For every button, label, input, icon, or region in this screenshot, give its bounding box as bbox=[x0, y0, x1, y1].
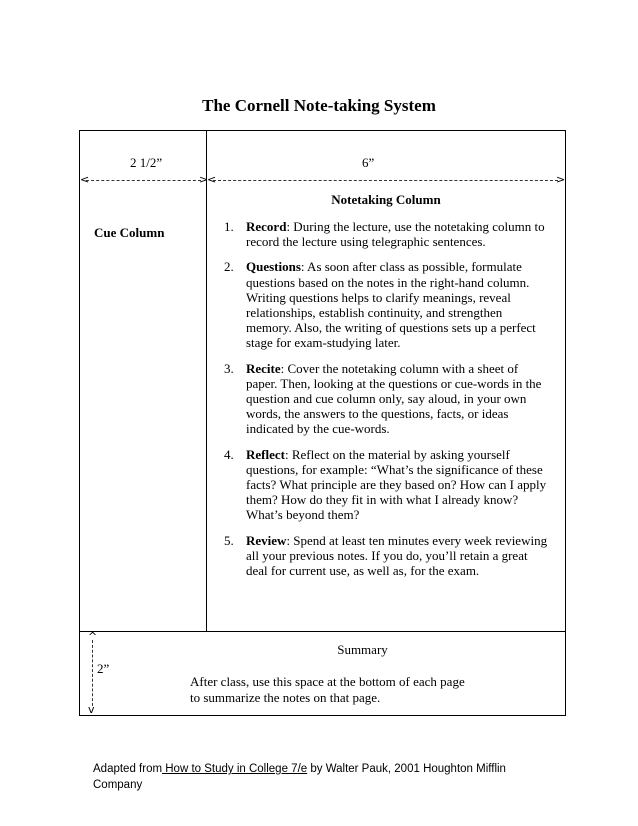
list-item: 2. Questions: As soon after class as possible, formulate questions based on the notes in the right-hand column. Writing questions helps to clarify meanings, reveal relationships, establish continuity, and strengthen memory. Also, the writing of questions sets up a perfect stage for exam-studying later. bbox=[224, 259, 536, 351]
step-term: Record bbox=[246, 219, 287, 234]
step-term: Reflect bbox=[246, 446, 285, 462]
cue-column-heading: Cue Column bbox=[94, 225, 165, 240]
step-term: Review bbox=[246, 532, 287, 548]
cue-width-label: 2 1/2” bbox=[130, 155, 163, 170]
step-text: : As soon after class as possible, formulate questions based on the notes in the right-hand column. Writing questions helps to clarify meanings, reveal relationships, establish continuity, and strengthen memory. Also, the writing of questions sets up a perfect stage for exam-studying later. bbox=[246, 259, 536, 351]
arrow-left-icon: < bbox=[207, 173, 217, 186]
summary-divider bbox=[79, 631, 566, 632]
cue-dimension-line bbox=[86, 180, 201, 181]
step-text: : Spend at least ten minutes every week reviewing all your previous notes. If you do, you’ll retain a great deal for current use, as well as, for the exam. bbox=[246, 532, 548, 579]
arrow-right-icon: > bbox=[556, 173, 566, 186]
notes-width-label: 6” bbox=[362, 155, 375, 170]
attribution-footer: Adapted from How to Study in College 7/e by Walter Pauk, 2001 Houghton Mifflin Company bbox=[93, 763, 506, 791]
arrow-left-icon: < bbox=[80, 173, 90, 186]
summary-height-label: 2” bbox=[97, 661, 110, 676]
step-term: Questions bbox=[246, 259, 301, 275]
page-title: The Cornell Note-taking System bbox=[202, 96, 436, 115]
step-term: Recite bbox=[246, 360, 281, 376]
list-item: 4. Reflect: Reflect on the material by asking yourself questions, for example: “What’s the significance of these facts? What principle are they based on? How can I apply them? How do they fit in with what I already know? What’s beyond them? bbox=[224, 446, 547, 523]
list-item: 1. Record: During the lecture, use the notetaking column to record the lecture using telegraphic sentences. bbox=[224, 219, 545, 250]
summary-heading: Summary bbox=[337, 642, 388, 657]
list-item: 5. Review: Spend at least ten minutes every week reviewing all your previous notes. If you do, you’ll retain a great deal for current use, as well as, for the exam. bbox=[224, 532, 548, 579]
summary-description: After class, use this space at the bottom of each page to summarize the notes on that page. bbox=[190, 674, 465, 705]
step-text: : During the lecture, use the notetaking column to record the lecture using telegraphic sentences. bbox=[246, 219, 545, 250]
notetaking-column-heading: Notetaking Column bbox=[331, 192, 441, 207]
arrow-right-icon: > bbox=[199, 173, 209, 186]
book-title-link[interactable]: How to Study in College 7/e bbox=[162, 763, 308, 775]
notes-dimension-line bbox=[213, 180, 558, 181]
steps-list bbox=[224, 219, 549, 588]
arrow-up-icon: ^ bbox=[88, 630, 98, 643]
step-text: : Reflect on the material by asking yourself questions, for example: “What’s the significance of these facts? What principle are they based on? How can I apply them? How do they fit in with what I already know? What’s beyond them? bbox=[246, 446, 547, 523]
arrow-down-icon: v bbox=[88, 703, 95, 716]
list-item: 3. Recite: Cover the notetaking column with a sheet of paper. Then, looking at the questions or cue-words in the question and cue column only, say aloud, in your own words, the answers to the questions, facts, or ideas indicated by the cue-words. bbox=[224, 360, 542, 437]
step-text: : Cover the notetaking column with a sheet of paper. Then, looking at the questions or cue-words in the question and cue column only, say aloud, in your own words, the answers to the questions, facts, or ideas indicated by the cue-words. bbox=[246, 360, 542, 437]
